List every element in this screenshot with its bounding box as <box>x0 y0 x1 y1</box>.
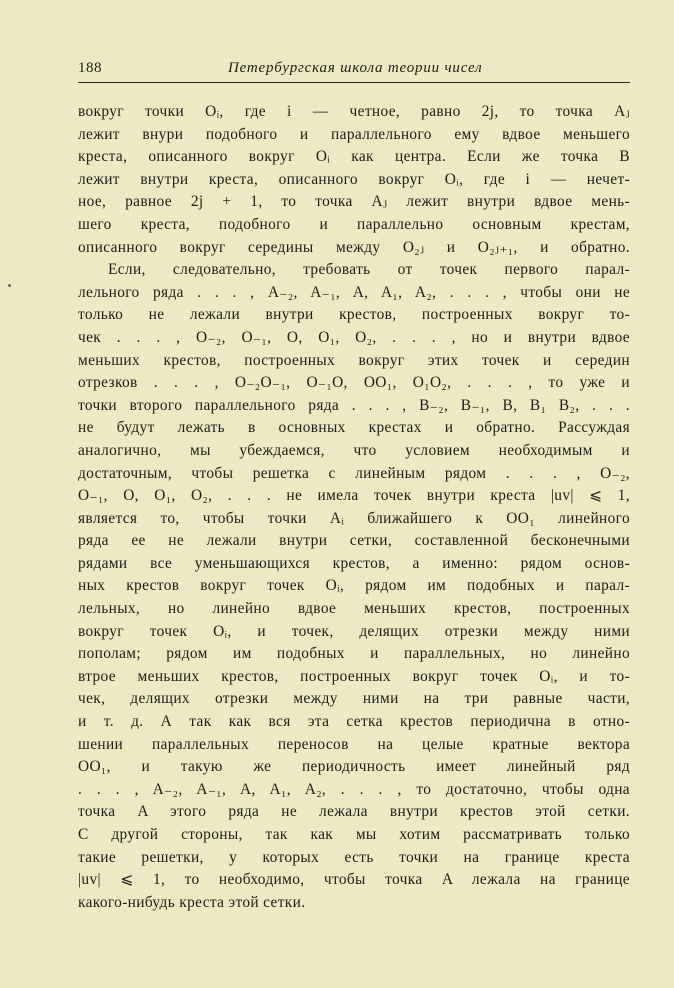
text-line: лельных, но линейно вдвое меньших крестов, построенных <box>78 600 630 618</box>
text-line: OO₁, и такую же периодичность имеет линейный ряд <box>78 758 630 776</box>
text-line: . . . , A₋₂, A₋₁, A, A₁, A₂, . . . , то достаточно, чтобы одна <box>78 780 630 798</box>
text-line: и т. д. А так как вся эта сетка крестов периодична в отно- <box>78 713 630 731</box>
running-title: Петербургская школа теории чисел <box>228 60 483 76</box>
text-line: аналогично, мы убеждаемся, что условием необходимым и <box>78 441 630 459</box>
text-line: такие решетки, у которых есть точки на границе креста <box>78 848 630 866</box>
body-text <box>78 101 630 914</box>
text-line: шего креста, подобного и параллельно основным крестам, <box>78 215 630 233</box>
text-line: только не лежали внутри крестов, построенных вокруг то- <box>78 306 630 324</box>
text-line: креста, описанного вокруг Oᵢ как центра. Если же точка B <box>78 148 630 166</box>
text-line: С другой стороны, так как мы хотим рассматривать только <box>78 826 630 843</box>
page-number: 188 <box>78 60 102 76</box>
text-line: шении параллельных переносов на целые кратные вектора <box>78 735 630 753</box>
page-header <box>78 56 630 83</box>
text-line: точка A этого ряда не лежала внутри крестов этой сетки. <box>78 803 630 821</box>
text-line: описанного вокруг середины между O₂ⱼ и O₂ⱼ₊₁, и обратно. <box>78 238 630 256</box>
paragraph-start-line: Если, следовательно, требовать от точек первого парал- <box>108 261 630 279</box>
text-line: является то, чтобы точки Aᵢ ближайшего к OO₁ линейного <box>78 509 630 527</box>
text-line: не будут лежать в основных крестах и обратно. Рассуждая <box>78 419 630 437</box>
text-line: меньших крестов, построенных вокруг этих точек и середин <box>78 351 630 369</box>
margin-speck <box>8 284 11 287</box>
text-line: |uv| ⩽ 1, то необходимо, чтобы точка A лежала на границе <box>78 871 630 889</box>
text-line: O₋₁, O, O₁, O₂, . . . не имела точек внутри креста |uv| ⩽ 1, <box>78 487 630 505</box>
text-line: вокруг точки Oᵢ, где i — четное, равно 2j, то точка Aⱼ <box>78 103 630 120</box>
text-line: лежит внури подобного и параллельного ему вдвое меньшего <box>78 125 630 143</box>
text-line: рядами все уменьшающихся крестов, а именно: рядом основ- <box>78 554 630 572</box>
text-line: ных крестов вокруг точек Oᵢ, рядом им подобных и парал- <box>78 577 630 595</box>
paragraph-end-line: какого-нибудь креста этой сетки. <box>78 893 306 911</box>
text-line: лежит внутри креста, описанного вокруг Oᵢ, где i — нечет- <box>78 170 630 188</box>
text-line: вокруг точек Oᵢ, и точек, делящих отрезки между ними <box>78 622 630 640</box>
text-line: достаточным, чтобы решетка с линейным рядом . . . , O₋₂, <box>78 464 630 482</box>
text-line: чек, делящих отрезки между ними на три равные части, <box>78 690 630 708</box>
text-line: чек . . . , O₋₂, O₋₁, O, O₁, O₂, . . . , но и внутри вдвое <box>78 328 630 346</box>
text-line: лельного ряда . . . , A₋₂, A₋₁, A, A₁, A₂, . . . , чтобы они не <box>78 283 630 301</box>
text-line: пополам; рядом им подобных и параллельных, но линейно <box>78 645 630 663</box>
text-line: ряда ее не лежали внутри сетки, составленной бесконечными <box>78 532 630 550</box>
text-line: отрезков . . . , O₋₂O₋₁, O₋₁O, OO₁, O₁O₂, . . . , то уже и <box>78 374 630 392</box>
text-line: ное, равное 2j + 1, то точка Aⱼ лежит внутри вдвое мень- <box>78 193 630 211</box>
text-line: точки второго параллельного ряда . . . , B₋₂, B₋₁, B, B₁ B₂, . . . <box>78 396 630 414</box>
text-line: втрое меньших крестов, построенных вокруг точек Oᵢ, и то- <box>78 667 630 685</box>
